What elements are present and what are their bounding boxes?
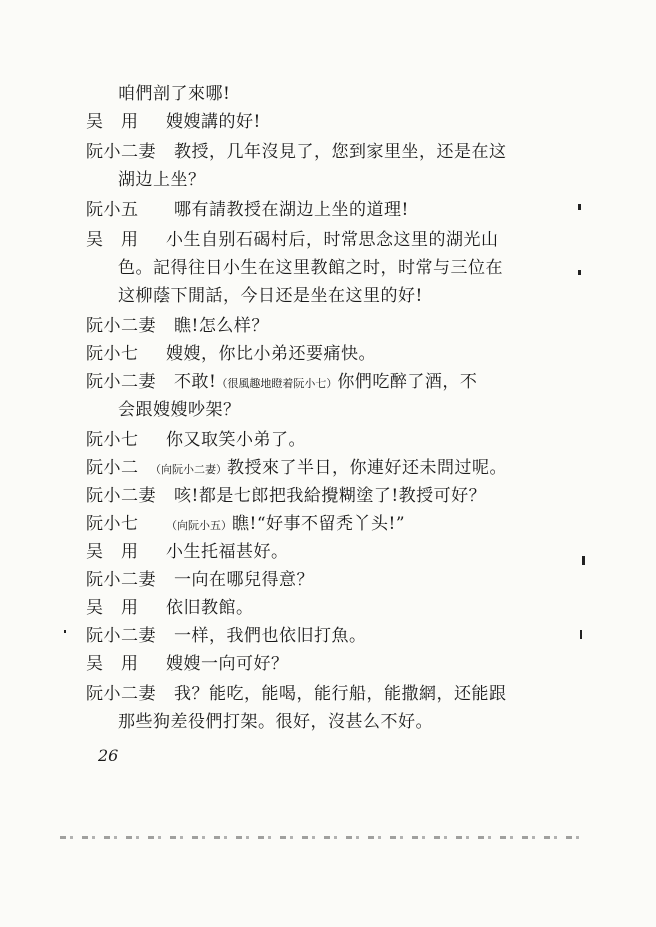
dialogue-text: 教授來了半日，你連好还未問过呢。 bbox=[227, 458, 507, 478]
text-line bbox=[86, 624, 367, 648]
text-line bbox=[86, 682, 507, 706]
speaker-name: 阮小二妻 bbox=[86, 570, 156, 590]
speaker-name: 阮小二妻 bbox=[86, 684, 156, 704]
speaker-name: 吴 用 bbox=[86, 654, 139, 674]
text-line bbox=[86, 428, 306, 452]
text-line bbox=[86, 596, 254, 620]
speaker-name: 吴 用 bbox=[86, 598, 139, 618]
dialogue-text: 哪有請教授在湖边上坐的道理! bbox=[174, 200, 409, 220]
scan-speck bbox=[578, 270, 581, 275]
scan-edge-noise bbox=[60, 836, 580, 839]
dialogue-text: 依旧教館。 bbox=[166, 598, 254, 618]
scan-speck bbox=[578, 204, 581, 210]
text-line bbox=[86, 228, 499, 252]
dialogue-text: 瞧!“好事不留秃丫头!” bbox=[232, 514, 406, 534]
speaker-name: 吴 用 bbox=[86, 542, 139, 562]
speaker-name: 阮小七 bbox=[86, 514, 139, 534]
page-number: 26 bbox=[98, 746, 119, 765]
scan-speck bbox=[64, 630, 66, 633]
dialogue-text: 那些狗差役們打架。很好，沒甚么不好。 bbox=[118, 712, 433, 732]
stage-direction: （向阮小二妻） bbox=[150, 463, 227, 476]
text-line bbox=[86, 140, 507, 164]
text-line bbox=[86, 484, 486, 508]
dialogue-text: 嫂嫂一向可好？ bbox=[166, 654, 289, 674]
text-line bbox=[118, 168, 206, 192]
dialogue-text: 嫂嫂講的好! bbox=[166, 112, 261, 132]
text-line bbox=[118, 398, 241, 422]
dialogue-text: 咱們剖了來哪! bbox=[118, 84, 231, 104]
dialogue-text: 我？能吃，能喝，能行船，能撒網，还能跟 bbox=[174, 684, 507, 704]
dialogue-text: 你又取笑小弟了。 bbox=[166, 430, 306, 450]
text-line bbox=[86, 342, 376, 366]
text-line bbox=[86, 314, 269, 338]
speaker-name: 阮小二妻 bbox=[86, 626, 156, 646]
dialogue-text: 小生自别石碣村后，时常思念这里的湖光山 bbox=[166, 230, 499, 250]
text-line bbox=[86, 110, 261, 134]
scan-speck bbox=[580, 630, 582, 639]
text-line bbox=[118, 710, 433, 734]
dialogue-text: 这柳蔭下閒話，今日还是坐在这里的好! bbox=[118, 286, 423, 306]
speaker-name: 阮小二妻 bbox=[86, 372, 156, 392]
speaker-name: 阮小二妻 bbox=[86, 316, 156, 336]
text-line bbox=[86, 512, 405, 538]
text-line bbox=[86, 568, 314, 592]
text-line bbox=[86, 652, 289, 676]
speaker-name: 阮小二妻 bbox=[86, 142, 156, 162]
dialogue-text: 一向在哪兒得意？ bbox=[174, 570, 314, 590]
dialogue-text: 不敢! bbox=[174, 372, 217, 392]
text-line bbox=[118, 284, 423, 308]
text-line bbox=[118, 256, 503, 280]
speaker-name: 吴 用 bbox=[86, 230, 139, 250]
dialogue-text: 一样，我們也依旧打魚。 bbox=[174, 626, 367, 646]
scan-speck bbox=[582, 556, 585, 565]
dialogue-text: 小生托福甚好。 bbox=[166, 542, 289, 562]
speaker-name: 阮小五 bbox=[86, 200, 139, 220]
dialogue-text: 湖边上坐？ bbox=[118, 170, 206, 190]
dialogue-text: 你們吃醉了酒，不 bbox=[337, 372, 478, 392]
speaker-name: 阮小二 bbox=[86, 458, 139, 478]
dialogue-text: 咳!都是七郎把我給攪糊塗了!教授可好？ bbox=[174, 486, 487, 506]
dialogue-text: 会跟嫂嫂吵架？ bbox=[118, 400, 241, 420]
text-line bbox=[86, 370, 477, 396]
dialogue-text: 瞧!怎么样？ bbox=[174, 316, 269, 336]
stage-direction: （向阮小五） bbox=[166, 519, 232, 532]
speaker-name: 吴 用 bbox=[86, 112, 139, 132]
dialogue-text: 色。記得往日小生在这里教館之时，时常与三位在 bbox=[118, 258, 503, 278]
dialogue-text: 教授，几年沒見了，您到家里坐，还是在这 bbox=[174, 142, 507, 162]
text-line bbox=[86, 540, 289, 564]
text-line bbox=[86, 198, 409, 222]
text-line bbox=[118, 82, 230, 106]
dialogue-text: 嫂嫂，你比小弟还要痛快。 bbox=[166, 344, 376, 364]
speaker-name: 阮小七 bbox=[86, 344, 139, 364]
stage-direction: （很風趣地瞪着阮小七） bbox=[216, 377, 338, 390]
speaker-name: 阮小七 bbox=[86, 430, 139, 450]
text-line bbox=[86, 456, 507, 482]
speaker-name: 阮小二妻 bbox=[86, 486, 156, 506]
